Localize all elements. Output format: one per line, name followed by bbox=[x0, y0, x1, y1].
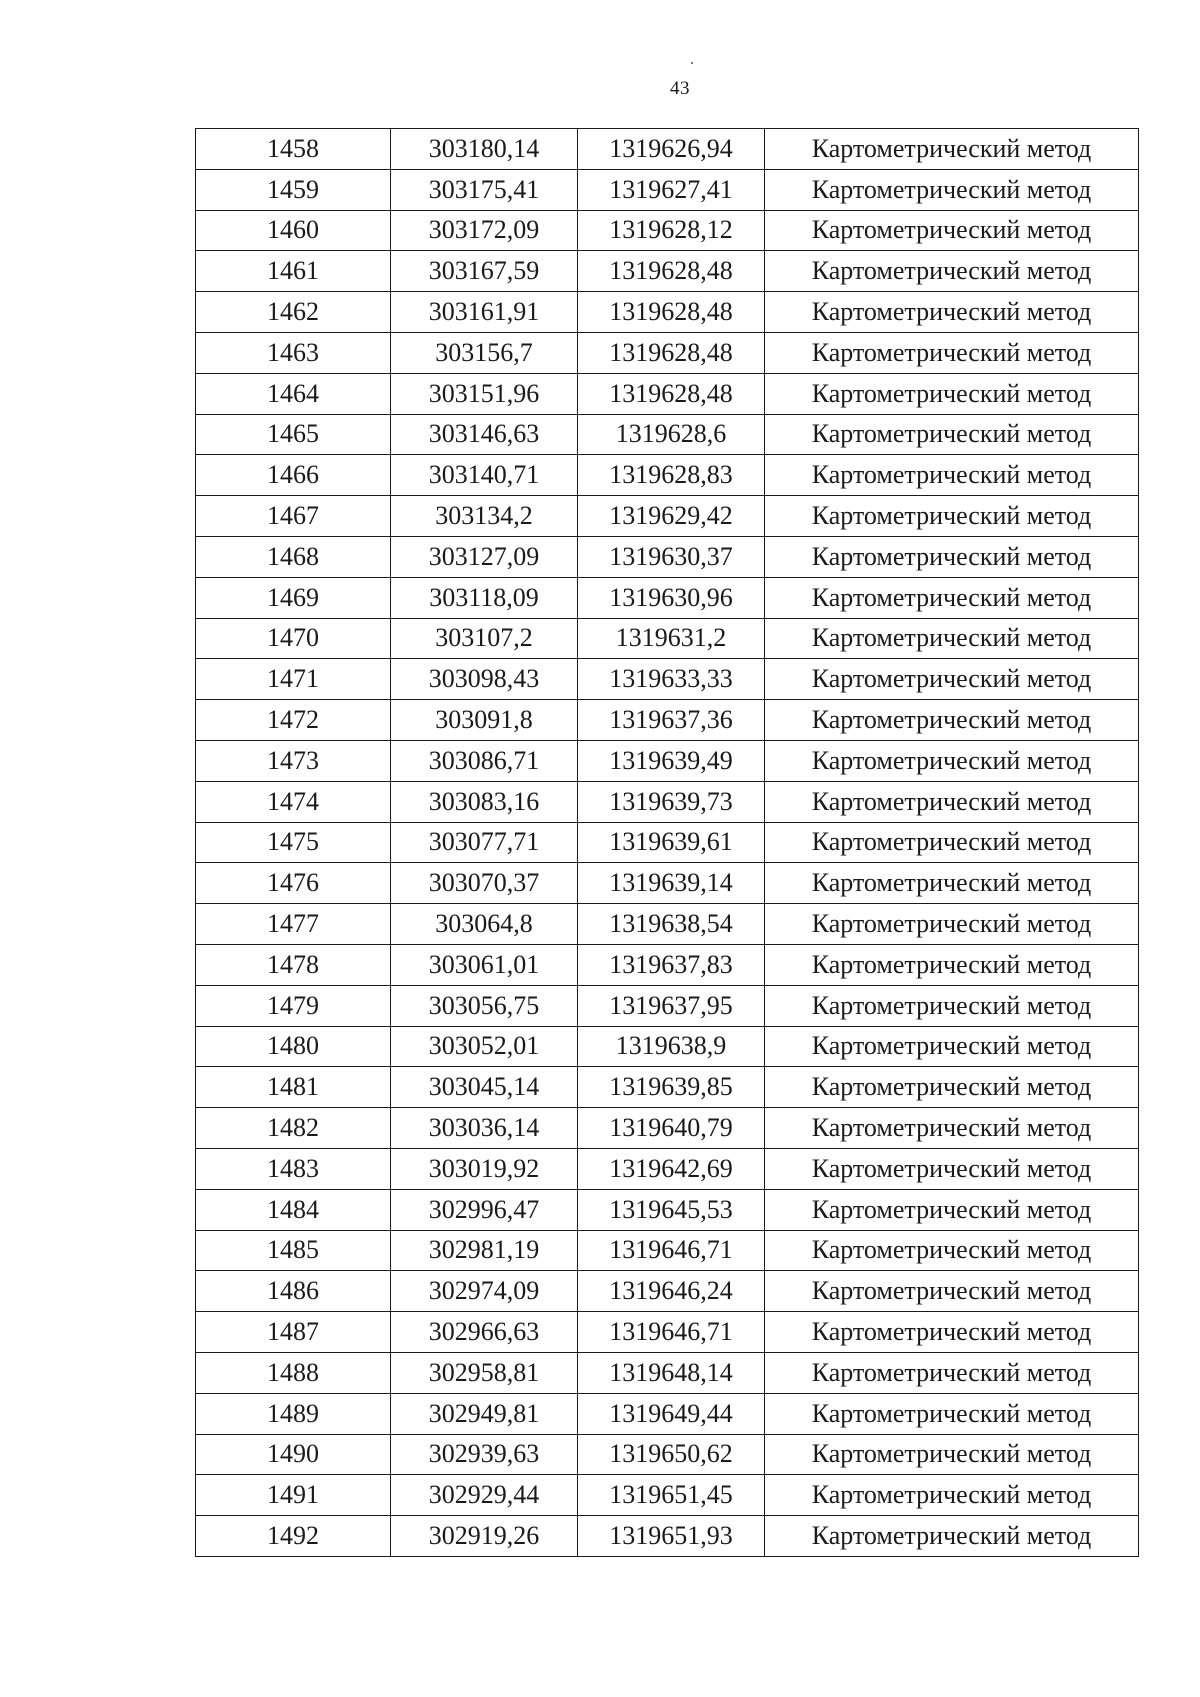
point-number-cell: 1461 bbox=[196, 251, 391, 292]
method-cell: Картометрический метод bbox=[765, 985, 1139, 1026]
table-row bbox=[196, 1475, 1139, 1516]
page-number: 43 bbox=[670, 78, 690, 99]
x-coordinate-cell: 303064,8 bbox=[391, 904, 578, 945]
table-row bbox=[196, 863, 1139, 904]
method-cell: Картометрический метод bbox=[765, 1067, 1139, 1108]
y-coordinate-cell: 1319640,79 bbox=[578, 1108, 765, 1149]
point-number-cell: 1464 bbox=[196, 373, 391, 414]
point-number-cell: 1480 bbox=[196, 1026, 391, 1067]
method-cell: Картометрический метод bbox=[765, 1026, 1139, 1067]
y-coordinate-cell: 1319628,6 bbox=[578, 414, 765, 455]
method-cell: Картометрический метод bbox=[765, 536, 1139, 577]
method-cell: Картометрический метод bbox=[765, 1312, 1139, 1353]
point-number-cell: 1481 bbox=[196, 1067, 391, 1108]
y-coordinate-cell: 1319651,93 bbox=[578, 1516, 765, 1557]
point-number-cell: 1467 bbox=[196, 496, 391, 537]
y-coordinate-cell: 1319629,42 bbox=[578, 496, 765, 537]
x-coordinate-cell: 303019,92 bbox=[391, 1148, 578, 1189]
method-cell: Картометрический метод bbox=[765, 414, 1139, 455]
point-number-cell: 1487 bbox=[196, 1312, 391, 1353]
method-cell: Картометрический метод bbox=[765, 1189, 1139, 1230]
point-number-cell: 1470 bbox=[196, 618, 391, 659]
x-coordinate-cell: 303180,14 bbox=[391, 129, 578, 170]
point-number-cell: 1459 bbox=[196, 169, 391, 210]
method-cell: Картометрический метод bbox=[765, 1475, 1139, 1516]
point-number-cell: 1490 bbox=[196, 1434, 391, 1475]
method-cell: Картометрический метод bbox=[765, 944, 1139, 985]
y-coordinate-cell: 1319645,53 bbox=[578, 1189, 765, 1230]
y-coordinate-cell: 1319639,61 bbox=[578, 822, 765, 863]
x-coordinate-cell: 303098,43 bbox=[391, 659, 578, 700]
method-cell: Картометрический метод bbox=[765, 781, 1139, 822]
x-coordinate-cell: 303077,71 bbox=[391, 822, 578, 863]
x-coordinate-cell: 302981,19 bbox=[391, 1230, 578, 1271]
x-coordinate-cell: 303175,41 bbox=[391, 169, 578, 210]
y-coordinate-cell: 1319650,62 bbox=[578, 1434, 765, 1475]
method-cell: Картометрический метод bbox=[765, 659, 1139, 700]
x-coordinate-cell: 303156,7 bbox=[391, 332, 578, 373]
point-number-cell: 1468 bbox=[196, 536, 391, 577]
point-number-cell: 1458 bbox=[196, 129, 391, 170]
x-coordinate-cell: 302974,09 bbox=[391, 1271, 578, 1312]
y-coordinate-cell: 1319628,12 bbox=[578, 210, 765, 251]
point-number-cell: 1489 bbox=[196, 1393, 391, 1434]
table-row bbox=[196, 822, 1139, 863]
table-row bbox=[196, 1148, 1139, 1189]
y-coordinate-cell: 1319651,45 bbox=[578, 1475, 765, 1516]
table-row bbox=[196, 659, 1139, 700]
method-cell: Картометрический метод bbox=[765, 373, 1139, 414]
table-row bbox=[196, 373, 1139, 414]
method-cell: Картометрический метод bbox=[765, 1271, 1139, 1312]
point-number-cell: 1471 bbox=[196, 659, 391, 700]
x-coordinate-cell: 302996,47 bbox=[391, 1189, 578, 1230]
point-number-cell: 1492 bbox=[196, 1516, 391, 1557]
method-cell: Картометрический метод bbox=[765, 455, 1139, 496]
point-number-cell: 1483 bbox=[196, 1148, 391, 1189]
point-number-cell: 1473 bbox=[196, 740, 391, 781]
x-coordinate-cell: 303070,37 bbox=[391, 863, 578, 904]
y-coordinate-cell: 1319646,71 bbox=[578, 1230, 765, 1271]
x-coordinate-cell: 303083,16 bbox=[391, 781, 578, 822]
y-coordinate-cell: 1319631,2 bbox=[578, 618, 765, 659]
x-coordinate-cell: 302929,44 bbox=[391, 1475, 578, 1516]
table-row bbox=[196, 618, 1139, 659]
y-coordinate-cell: 1319630,37 bbox=[578, 536, 765, 577]
table-row bbox=[196, 251, 1139, 292]
x-coordinate-cell: 303118,09 bbox=[391, 577, 578, 618]
point-number-cell: 1491 bbox=[196, 1475, 391, 1516]
y-coordinate-cell: 1319627,41 bbox=[578, 169, 765, 210]
point-number-cell: 1488 bbox=[196, 1352, 391, 1393]
y-coordinate-cell: 1319628,83 bbox=[578, 455, 765, 496]
method-cell: Картометрический метод bbox=[765, 822, 1139, 863]
x-coordinate-cell: 303086,71 bbox=[391, 740, 578, 781]
y-coordinate-cell: 1319638,9 bbox=[578, 1026, 765, 1067]
x-coordinate-cell: 302919,26 bbox=[391, 1516, 578, 1557]
x-coordinate-cell: 303140,71 bbox=[391, 455, 578, 496]
table-row bbox=[196, 1312, 1139, 1353]
point-number-cell: 1475 bbox=[196, 822, 391, 863]
table-row bbox=[196, 700, 1139, 741]
table-row bbox=[196, 904, 1139, 945]
y-coordinate-cell: 1319630,96 bbox=[578, 577, 765, 618]
y-coordinate-cell: 1319637,95 bbox=[578, 985, 765, 1026]
table-row bbox=[196, 1271, 1139, 1312]
point-number-cell: 1472 bbox=[196, 700, 391, 741]
point-number-cell: 1479 bbox=[196, 985, 391, 1026]
point-number-cell: 1462 bbox=[196, 292, 391, 333]
method-cell: Картометрический метод bbox=[765, 904, 1139, 945]
table-row bbox=[196, 536, 1139, 577]
x-coordinate-cell: 303036,14 bbox=[391, 1108, 578, 1149]
y-coordinate-cell: 1319628,48 bbox=[578, 332, 765, 373]
y-coordinate-cell: 1319628,48 bbox=[578, 292, 765, 333]
x-coordinate-cell: 302966,63 bbox=[391, 1312, 578, 1353]
method-cell: Картометрический метод bbox=[765, 129, 1139, 170]
y-coordinate-cell: 1319637,83 bbox=[578, 944, 765, 985]
table-row bbox=[196, 1189, 1139, 1230]
y-coordinate-cell: 1319639,73 bbox=[578, 781, 765, 822]
method-cell: Картометрический метод bbox=[765, 251, 1139, 292]
method-cell: Картометрический метод bbox=[765, 169, 1139, 210]
table-row bbox=[196, 781, 1139, 822]
method-cell: Картометрический метод bbox=[765, 618, 1139, 659]
x-coordinate-cell: 302949,81 bbox=[391, 1393, 578, 1434]
method-cell: Картометрический метод bbox=[765, 1148, 1139, 1189]
table-row bbox=[196, 577, 1139, 618]
y-coordinate-cell: 1319646,71 bbox=[578, 1312, 765, 1353]
table-row bbox=[196, 496, 1139, 537]
table-row bbox=[196, 169, 1139, 210]
method-cell: Картометрический метод bbox=[765, 1108, 1139, 1149]
point-number-cell: 1477 bbox=[196, 904, 391, 945]
point-number-cell: 1476 bbox=[196, 863, 391, 904]
table-row bbox=[196, 1108, 1139, 1149]
method-cell: Картометрический метод bbox=[765, 1516, 1139, 1557]
method-cell: Картометрический метод bbox=[765, 1230, 1139, 1271]
method-cell: Картометрический метод bbox=[765, 1393, 1139, 1434]
table-row bbox=[196, 1434, 1139, 1475]
y-coordinate-cell: 1319633,33 bbox=[578, 659, 765, 700]
table-row bbox=[196, 1352, 1139, 1393]
point-number-cell: 1460 bbox=[196, 210, 391, 251]
coordinates-table-body bbox=[196, 129, 1139, 1557]
x-coordinate-cell: 303061,01 bbox=[391, 944, 578, 985]
method-cell: Картометрический метод bbox=[765, 210, 1139, 251]
point-number-cell: 1482 bbox=[196, 1108, 391, 1149]
table-row bbox=[196, 985, 1139, 1026]
x-coordinate-cell: 303107,2 bbox=[391, 618, 578, 659]
method-cell: Картометрический метод bbox=[765, 577, 1139, 618]
method-cell: Картометрический метод bbox=[765, 1434, 1139, 1475]
point-number-cell: 1463 bbox=[196, 332, 391, 373]
table-row bbox=[196, 1067, 1139, 1108]
method-cell: Картометрический метод bbox=[765, 1352, 1139, 1393]
point-number-cell: 1469 bbox=[196, 577, 391, 618]
x-coordinate-cell: 303091,8 bbox=[391, 700, 578, 741]
point-number-cell: 1486 bbox=[196, 1271, 391, 1312]
y-coordinate-cell: 1319628,48 bbox=[578, 251, 765, 292]
table-row bbox=[196, 740, 1139, 781]
method-cell: Картометрический метод bbox=[765, 740, 1139, 781]
method-cell: Картометрический метод bbox=[765, 332, 1139, 373]
x-coordinate-cell: 303172,09 bbox=[391, 210, 578, 251]
y-coordinate-cell: 1319639,14 bbox=[578, 863, 765, 904]
x-coordinate-cell: 303127,09 bbox=[391, 536, 578, 577]
table-row bbox=[196, 414, 1139, 455]
table-row bbox=[196, 332, 1139, 373]
table-row bbox=[196, 1393, 1139, 1434]
table-row bbox=[196, 1230, 1139, 1271]
x-coordinate-cell: 303134,2 bbox=[391, 496, 578, 537]
table-row bbox=[196, 292, 1139, 333]
method-cell: Картометрический метод bbox=[765, 496, 1139, 537]
y-coordinate-cell: 1319639,85 bbox=[578, 1067, 765, 1108]
point-number-cell: 1466 bbox=[196, 455, 391, 496]
y-coordinate-cell: 1319638,54 bbox=[578, 904, 765, 945]
x-coordinate-cell: 303045,14 bbox=[391, 1067, 578, 1108]
coordinates-table bbox=[195, 128, 1139, 1557]
x-coordinate-cell: 303052,01 bbox=[391, 1026, 578, 1067]
method-cell: Картометрический метод bbox=[765, 863, 1139, 904]
x-coordinate-cell: 303167,59 bbox=[391, 251, 578, 292]
point-number-cell: 1485 bbox=[196, 1230, 391, 1271]
y-coordinate-cell: 1319626,94 bbox=[578, 129, 765, 170]
point-number-cell: 1478 bbox=[196, 944, 391, 985]
x-coordinate-cell: 303161,91 bbox=[391, 292, 578, 333]
y-coordinate-cell: 1319637,36 bbox=[578, 700, 765, 741]
x-coordinate-cell: 303151,96 bbox=[391, 373, 578, 414]
x-coordinate-cell: 303056,75 bbox=[391, 985, 578, 1026]
y-coordinate-cell: 1319646,24 bbox=[578, 1271, 765, 1312]
point-number-cell: 1465 bbox=[196, 414, 391, 455]
table-row bbox=[196, 1516, 1139, 1557]
x-coordinate-cell: 302958,81 bbox=[391, 1352, 578, 1393]
y-coordinate-cell: 1319628,48 bbox=[578, 373, 765, 414]
point-number-cell: 1484 bbox=[196, 1189, 391, 1230]
point-number-cell: 1474 bbox=[196, 781, 391, 822]
table-row bbox=[196, 1026, 1139, 1067]
x-coordinate-cell: 303146,63 bbox=[391, 414, 578, 455]
y-coordinate-cell: 1319642,69 bbox=[578, 1148, 765, 1189]
y-coordinate-cell: 1319648,14 bbox=[578, 1352, 765, 1393]
scan-speck bbox=[691, 62, 693, 64]
table-row bbox=[196, 455, 1139, 496]
y-coordinate-cell: 1319639,49 bbox=[578, 740, 765, 781]
table-row bbox=[196, 129, 1139, 170]
method-cell: Картометрический метод bbox=[765, 292, 1139, 333]
x-coordinate-cell: 302939,63 bbox=[391, 1434, 578, 1475]
method-cell: Картометрический метод bbox=[765, 700, 1139, 741]
table-row bbox=[196, 944, 1139, 985]
y-coordinate-cell: 1319649,44 bbox=[578, 1393, 765, 1434]
table-row bbox=[196, 210, 1139, 251]
